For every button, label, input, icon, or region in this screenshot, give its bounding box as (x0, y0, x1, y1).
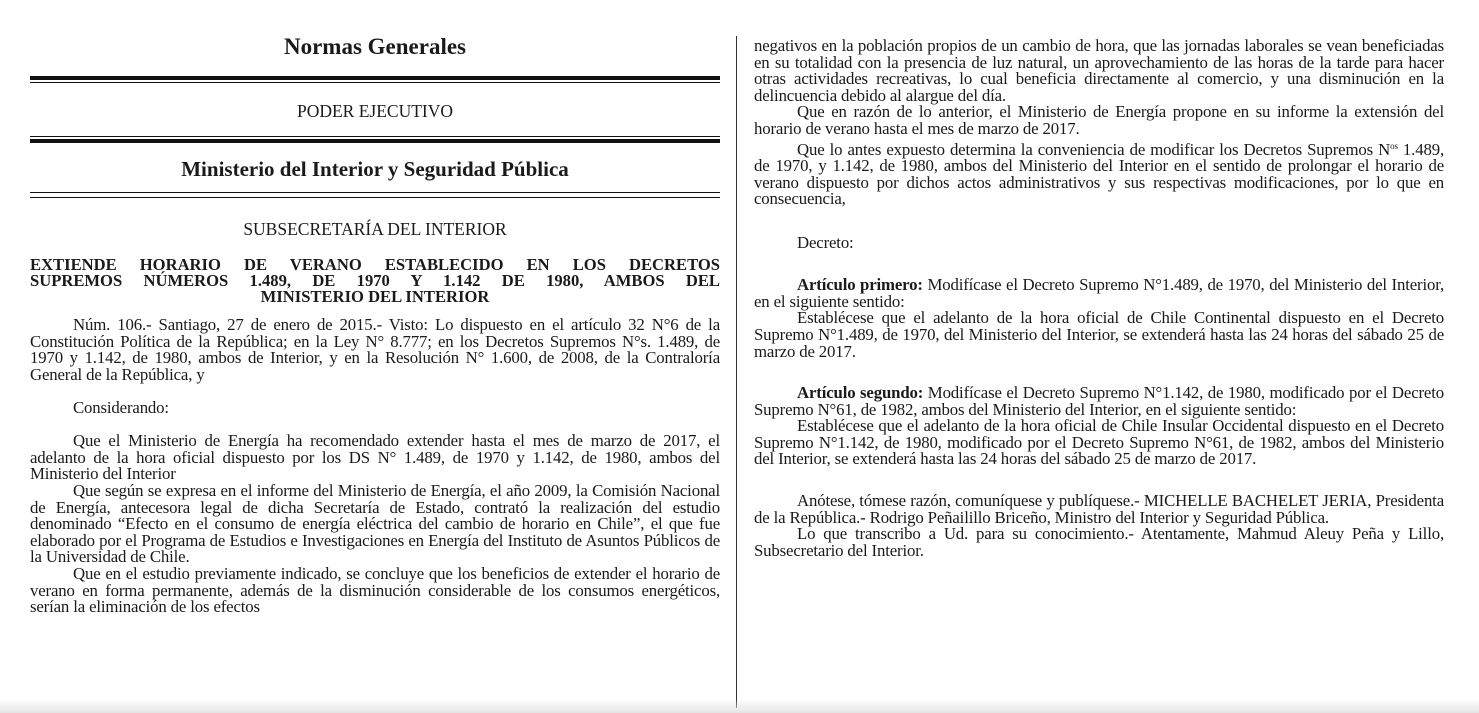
considerando-paragraph: Que según se expresa en el informe del Ministerio de Energía, el año 2009, la Comisión Nacional de Energía, antecesora legal de dicha Secretaría de Estado, contrató la realización del estudio denominado “Efecto en el consumo de energía eléctrica del cambio de horario en Chile”, el que fue elaborado por el Programa de Estudios e Investigaciones en Energía del Instituto de Asuntos Públicos de la Universidad de Chile. (30, 480, 720, 567)
text-span: Que lo antes expuesto determina la conveniencia de modificar los Decretos Supremos N (797, 139, 1391, 159)
considerando-paragraph: Que en el estudio previamente indicado, se concluye que los beneficios de extender el horario de verano en forma permanente, además de la disminución considerable de los consumos energéticos, serían la eliminación de los efectos (30, 563, 720, 617)
rule-divider (30, 76, 720, 83)
article-text: Modifícase el Decreto Supremo N°1.489, de 1970, del Ministerio del Interior, en el siguiente sentido: (754, 275, 1445, 311)
decree-title-line: EXTIENDE HORARIO DE VERANO ESTABLECIDO EN LOS DECRETOS (30, 255, 720, 274)
superscript: os (1390, 140, 1398, 151)
closing-paragraph: Anótese, tómese razón, comuníquese y publíquese.- MICHELLE BACHELET JERIA, Presidenta de la República.- Rodrigo Peñailillo Briceño, Ministro del Interior y Seguridad Pública. (754, 491, 1444, 527)
rule-divider (30, 136, 720, 143)
decreto-label: Decreto: (797, 232, 854, 252)
article-paragraph (754, 277, 1444, 310)
article-label: Artículo segundo: (797, 383, 924, 403)
decree-title (30, 257, 720, 305)
considerando-paragraph: Que en razón de lo anterior, el Ministerio de Energía propone en su informe la extensión del horario de verano hasta el mes de marzo de 2017. (754, 102, 1444, 138)
decree-title-line: SUPREMOS NÚMEROS 1.489, DE 1970 Y 1.142 DE 1980, AMBOS DEL (30, 271, 720, 290)
right-column (754, 0, 1444, 559)
article-detail: Establécese que el adelanto de la hora oficial de Chile Continental dispuesto en el Decreto Supremo N°1.489, de 1970, del Ministerio del Interior, se extenderá hasta las 24 horas del sábado 25 de marzo de 2017. (754, 308, 1444, 361)
branch-heading: PODER EJECUTIVO (296, 101, 454, 121)
decree-title-line: MINISTERIO DEL INTERIOR (260, 287, 490, 306)
transcription-paragraph: Lo que transcribo a Ud. para su conocimiento.- Atentamente, Mahmud Aleuy Peña y Lillo, Subsecretario del Interior. (754, 524, 1444, 560)
text-span: 1.489, de 1970, y 1.142, de 1980, ambos del Ministerio del Interior en el sentido de prolongar el horario de verano dispuesto por dichos actos administrativos y sus respectivas modificaciones, por lo que en consecuencia, (754, 139, 1444, 209)
article-paragraph (754, 385, 1444, 418)
considerando-label: Considerando: (73, 397, 169, 417)
subsecretariat-heading: SUBSECRETARÍA DEL INTERIOR (243, 219, 507, 239)
bottom-shadow (0, 699, 1479, 713)
considerando-paragraph (754, 138, 1444, 208)
column-divider (736, 36, 737, 708)
article-text: Modifícase el Decreto Supremo N°1.142, de 1980, modificado por el Decreto Supremo N°61, de 1982, ambos del Ministerio del Interior, en el siguiente sentido: (754, 383, 1444, 419)
section-title: Normas Generales (283, 34, 467, 59)
ministry-heading: Ministerio del Interior y Seguridad Pública (181, 157, 569, 181)
left-column (30, 0, 720, 616)
article-detail: Establécese que el adelanto de la hora oficial de Chile Insular Occidental dispuesto en el Decreto Supremo N°1.142, de 1980, modificado por el Decreto Supremo N°61, de 1982, ambos del Ministerio del Interior, se extenderá hasta las 24 horas del sábado 25 de marzo de 2017. (754, 416, 1444, 469)
article-label: Artículo primero: (797, 275, 923, 295)
considerando-paragraph: Que el Ministerio de Energía ha recomendado extender hasta el mes de marzo de 2017, el adelanto de la hora oficial dispuesto por los DS N° 1.489, de 1970 y 1.142, de 1980, ambos del Ministerio del Interior (30, 431, 720, 484)
continuation-paragraph: negativos en la población propios de un cambio de hora, que las jornadas laborales se vean beneficiadas en su totalidad con la presencia de luz natural, un aprovechamiento de las horas de la tarde para hacer otras actividades recreativas, lo cual beneficia directamente al comercio, y una disminución en la delincuencia debido al alargue del día. (754, 36, 1444, 105)
visto-paragraph: Núm. 106.- Santiago, 27 de enero de 2015.- Visto: Lo dispuesto en el artículo 32 N°6 de la Constitución Política de la República; en la Ley N° 8.777; en los Decretos Supremos N°s. 1.489, de 1970 y 1.142, de 1980, ambos de Interior, y en la Resolución N° 1.600, de 2008, de la Contraloría General de la República, y (30, 315, 720, 384)
